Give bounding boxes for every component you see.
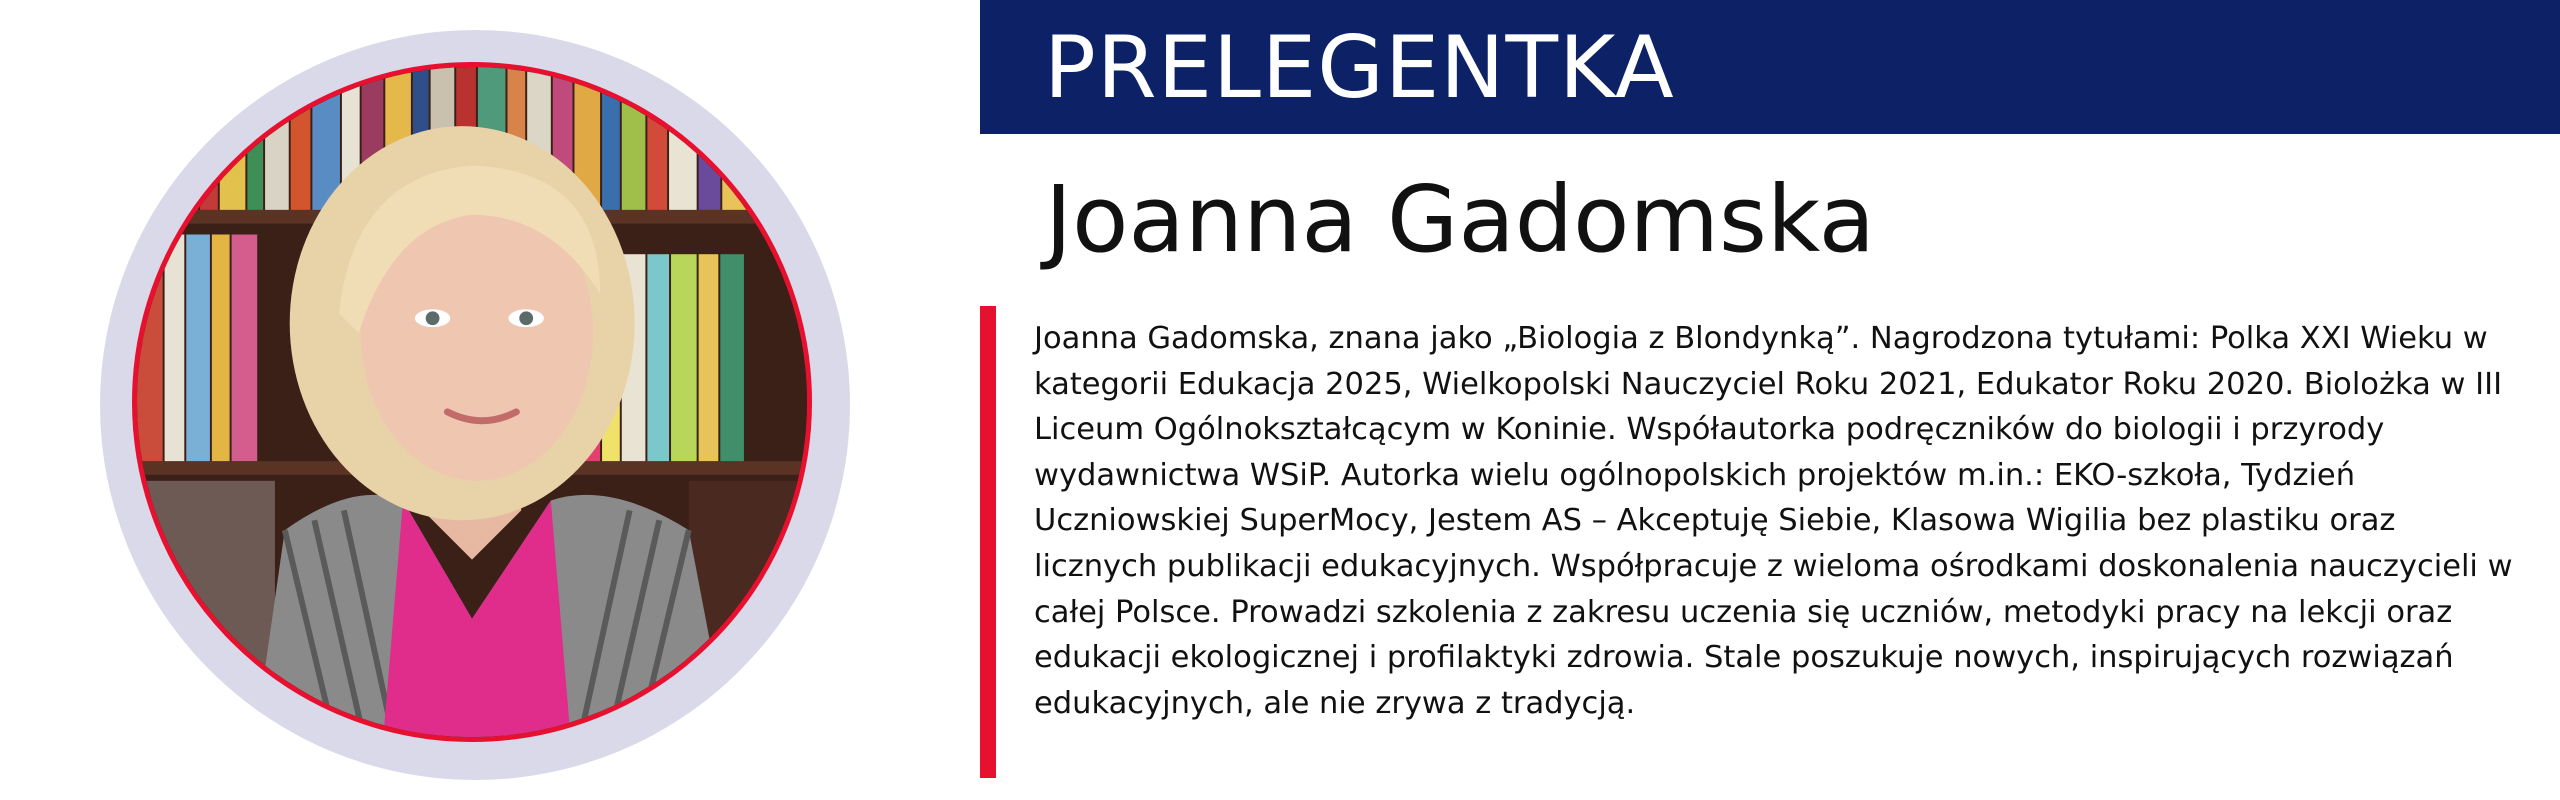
speaker-name: Joanna Gadomska: [1045, 166, 1875, 273]
speaker-bio: Joanna Gadomska, znana jako „Biologia z Blondynką”. Nagrodzona tytułami: Polka XXI Wieku w kategorii Edukacja 2025, Wielkopolski Nauczyciel Roku 2021, Edukator Roku 2020. Biolożka w III Liceum Ogólnokształcącym w Koninie. Współautorka podręczników do biologii i przyrody wydawnictwa WSiP. Autorka wielu ogólnopolskich projektów m.in.: EKO-szkoła, Tydzień Uczniowskiej SuperMocy, Jestem AS – Akceptuję Siebie, Klasowa Wigilia bez plastiku oraz licznych publikacji edukacyjnych. Współpracuje z wieloma ośrodkami doskonalenia nauczycieli w całej Polsce. Prowadzi szkolenia z zakresu uczenia się uczniów, metodyki pracy na lekcji oraz edukacji ekologicznej i profilaktyki zdrowia. Stale poszukuje nowych, inspirujących rozwiązań edukacyjnych, ale nie zrywa z tradycją.: [1034, 321, 2513, 721]
speaker-photo-illustration: [137, 67, 807, 737]
accent-line: [980, 306, 996, 778]
speaker-photo: [132, 62, 812, 742]
header-title: PRELEGENTKA: [1044, 18, 1675, 118]
header-bar: [980, 0, 2560, 134]
